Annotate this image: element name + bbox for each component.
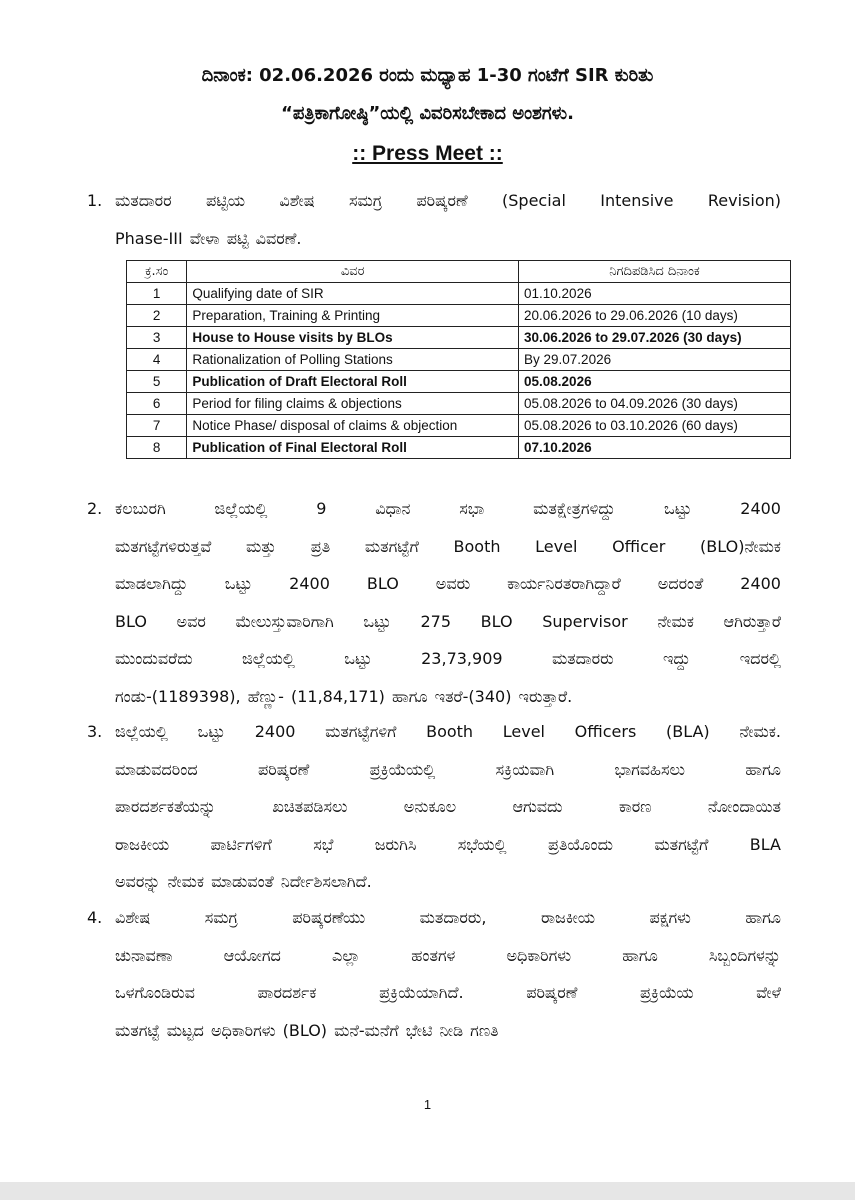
row-date: 05.08.2026 to 03.10.2026 (60 days) bbox=[519, 415, 791, 437]
item-line: ಕಲಬುರಗಿ ಜಿಲ್ಲೆಯಲ್ಲಿ 9 ವಿಧಾನ ಸಭಾ ಮತಕ್ಷೇತ್ರಗಳಿದ್ದು ಒಟ್ಟು 2400 bbox=[115, 499, 781, 518]
table-row bbox=[127, 327, 791, 349]
item-line: ಮತಗಟ್ಟೆ ಮಟ್ಟದ ಅಧಿಕಾರಿಗಳು (BLO) ಮನೆ-ಮನೆಗೆ ಭೇಟಿ ನೀಡಿ ಗಣತಿ bbox=[115, 1020, 499, 1040]
list-item-4 bbox=[87, 899, 781, 1049]
item-line: ಮಾಡುವದರಿಂದ ಪರಿಷ್ಕರಣೆ ಪ್ರಕ್ರಿಯೆಯಲ್ಲಿ ಸಕ್ರಿಯವಾಗಿ ಭಾಗವಹಿಸಲು ಹಾಗೂ bbox=[115, 759, 781, 779]
item-line: ಮತದಾರರ ಪಟ್ಟಿಯ ವಿಶೇಷ ಸಮಗ್ರ ಪರಿಷ್ಕರಣೆ (Special Intensive Revision) bbox=[115, 191, 781, 210]
row-details: Publication of Final Electoral Roll bbox=[187, 437, 519, 459]
row-details: House to House visits by BLOs bbox=[187, 327, 519, 349]
item-line: ಗಂಡು-(1189398), ಹೆಣ್ಣು- (11,84,171) ಹಾಗೂ ಇತರೆ-(340) ಇರುತ್ತಾರೆ. bbox=[115, 686, 573, 706]
item-number: 1. bbox=[87, 191, 103, 210]
item-line: BLO ಅವರ ಮೇಲುಸ್ತುವಾರಿಗಾಗಿ ಒಟ್ಟು 275 BLO Supervisor ನೇಮಕ ಆಗಿರುತ್ತಾರೆ bbox=[115, 611, 781, 631]
row-details: Preparation, Training & Printing bbox=[187, 305, 519, 327]
item-number: 2. bbox=[87, 499, 103, 518]
item-number: 3. bbox=[87, 722, 103, 741]
table-header-row bbox=[127, 261, 791, 283]
press-meet-title: :: Press Meet :: bbox=[352, 142, 503, 165]
row-date: 05.08.2026 bbox=[519, 371, 791, 393]
header-line-2: “ಪತ್ರಿಕಾಗೋಷ್ಠಿ”ಯಲ್ಲಿ ವಿವರಿಸಬೇಕಾದ ಅಂಶಗಳು. bbox=[280, 103, 574, 124]
item-line: ಜಿಲ್ಲೆಯಲ್ಲಿ ಒಟ್ಟು 2400 ಮತಗಟ್ಟೆಗಳಿಗೆ Booth Level Officers (BLA) ನೇಮಕ. bbox=[115, 722, 781, 741]
row-details: Notice Phase/ disposal of claims & objection bbox=[187, 415, 519, 437]
item-text bbox=[115, 713, 781, 901]
item-line: ವಿಶೇಷ ಸಮಗ್ರ ಪರಿಷ್ಕರಣೆಯು ಮತದಾರರು, ರಾಜಕೀಯ ಪಕ್ಷಗಳು ಹಾಗೂ bbox=[115, 908, 781, 927]
page-number: 1 bbox=[423, 1097, 432, 1112]
item-line: ಒಳಗೊಂಡಿರುವ ಪಾರದರ್ಶಕ ಪ್ರಕ್ರಿಯೆಯಾಗಿದೆ. ಪರಿಷ್ಕರಣೆ ಪ್ರಕ್ರಿಯೆಯ ವೇಳೆ bbox=[115, 983, 781, 1002]
table-row bbox=[127, 305, 791, 327]
item-line: ಅವರನ್ನು ನೇಮಕ ಮಾಡುವಂತೆ ನಿರ್ದೇಶಿಸಲಾಗಿದೆ. bbox=[115, 872, 372, 891]
item-text bbox=[115, 899, 781, 1049]
table-row bbox=[127, 371, 791, 393]
row-serial: 6 bbox=[127, 393, 187, 415]
item-line: Phase-III ವೇಳಾ ಪಟ್ಟಿ ವಿವರಣೆ. bbox=[115, 228, 302, 248]
row-date: 05.08.2026 to 04.09.2026 (30 days) bbox=[519, 393, 791, 415]
row-serial: 7 bbox=[127, 415, 187, 437]
table-row bbox=[127, 283, 791, 305]
row-serial: 4 bbox=[127, 349, 187, 371]
row-details: Period for filing claims & objections bbox=[187, 393, 519, 415]
row-date: 01.10.2026 bbox=[519, 283, 791, 305]
table-row bbox=[127, 415, 791, 437]
row-details: Qualifying date of SIR bbox=[187, 283, 519, 305]
row-serial: 8 bbox=[127, 437, 187, 459]
row-details: Rationalization of Polling Stations bbox=[187, 349, 519, 371]
header-line-1: ದಿನಾಂಕ: 02.06.2026 ರಂದು ಮಧ್ಯಾಹ 1-30 ಗಂಟೆಗೆ SIR ಕುರಿತು bbox=[201, 65, 654, 86]
item-line: ಮತಗಟ್ಟೆಗಳಿರುತ್ತವೆ ಮತ್ತು ಪ್ರತಿ ಮತಗಟ್ಟೆಗೆ Booth Level Officer (BLO)ನೇಮಕ bbox=[115, 536, 781, 556]
table-row bbox=[127, 349, 791, 371]
header-details: ವಿವರ bbox=[187, 261, 519, 283]
header-serial: ಕ್ರ.ಸಂ bbox=[127, 261, 187, 283]
schedule-table bbox=[126, 260, 791, 459]
item-line: ಚುನಾವಣಾ ಆಯೋಗದ ಎಲ್ಲಾ ಹಂತಗಳ ಅಧಿಕಾರಿಗಳು ಹಾಗೂ ಸಿಬ್ಬಂದಿಗಳನ್ನು bbox=[115, 945, 781, 965]
row-date: 07.10.2026 bbox=[519, 437, 791, 459]
row-date: 20.06.2026 to 29.06.2026 (10 days) bbox=[519, 305, 791, 327]
header-date: ನಿಗದಿಪಡಿಸಿದ ದಿನಾಂಕ bbox=[519, 261, 791, 283]
page-gap bbox=[0, 1182, 855, 1200]
item-text bbox=[115, 182, 781, 257]
item-number: 4. bbox=[87, 908, 103, 927]
row-details: Publication of Draft Electoral Roll bbox=[187, 371, 519, 393]
item-text bbox=[115, 490, 781, 715]
list-item-1 bbox=[87, 182, 781, 257]
row-serial: 5 bbox=[127, 371, 187, 393]
row-date: 30.06.2026 to 29.07.2026 (30 days) bbox=[519, 327, 791, 349]
list-item-2 bbox=[87, 490, 781, 715]
item-line: ಮುಂದುವರೆದು ಜಿಲ್ಲೆಯಲ್ಲಿ ಒಟ್ಟು 23,73,909 ಮತದಾರರು ಇದ್ದು ಇದರಲ್ಲಿ bbox=[115, 649, 781, 668]
table-row bbox=[127, 393, 791, 415]
item-line: ಮಾಡಲಾಗಿದ್ದು ಒಟ್ಟು 2400 BLO ಅವರು ಕಾರ್ಯನಿರತರಾಗಿದ್ದಾರೆ ಅದರಂತೆ 2400 bbox=[115, 574, 781, 593]
item-line: ಪಾರದರ್ಶಕತೆಯನ್ನು ಖಚಿತಪಡಿಸಲು ಅನುಕೂಲ ಆಗುವದು ಕಾರಣ ನೋಂದಾಯಿತ bbox=[115, 797, 781, 816]
row-date: By 29.07.2026 bbox=[519, 349, 791, 371]
row-serial: 1 bbox=[127, 283, 187, 305]
item-line: ರಾಜಕೀಯ ಪಾರ್ಟಿಗಳಿಗೆ ಸಭೆ ಜರುಗಿಸಿ ಸಭೆಯಲ್ಲಿ ಪ್ರತಿಯೊಂದು ಮತಗಟ್ಟೆಗೆ BLA bbox=[115, 834, 781, 854]
row-serial: 2 bbox=[127, 305, 187, 327]
row-serial: 3 bbox=[127, 327, 187, 349]
table-row bbox=[127, 437, 791, 459]
list-item-3 bbox=[87, 713, 781, 901]
